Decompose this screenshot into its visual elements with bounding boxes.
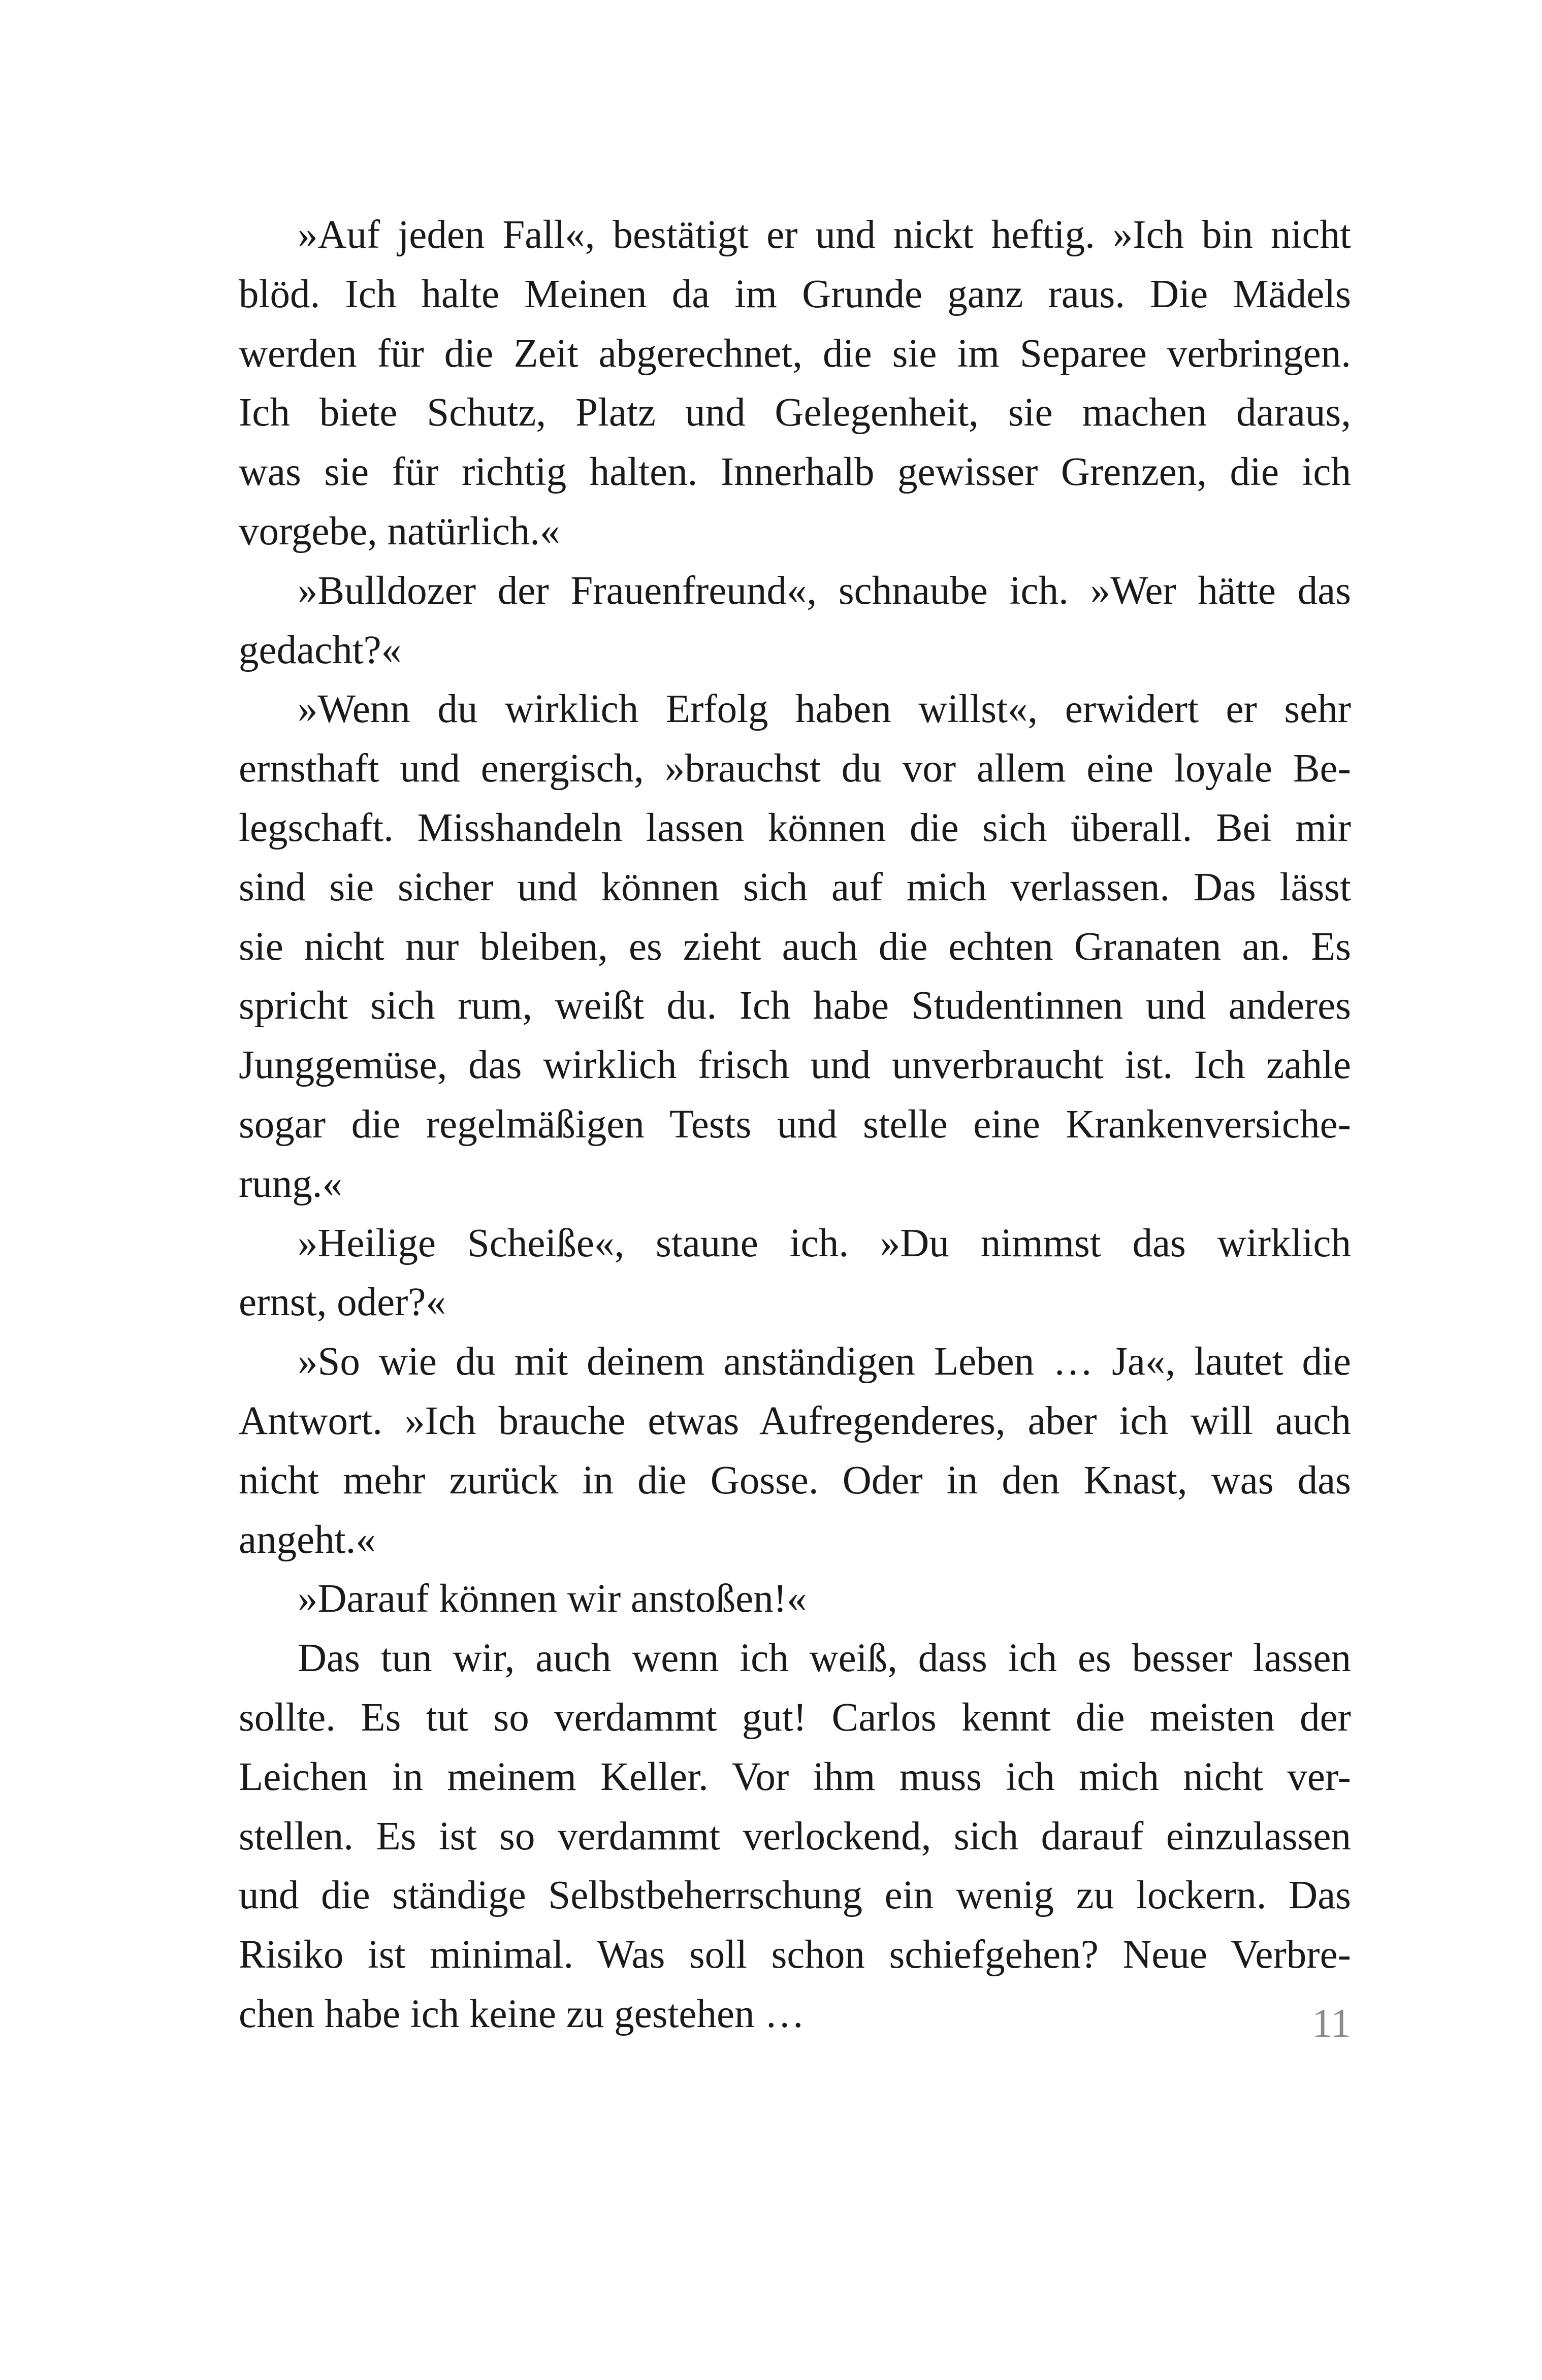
text-line: werden für die Zeit abgerechnet, die sie im Separee verbringen. [239,331,1351,376]
text-line: Das tun wir, auch wenn ich weiß, dass ich es besser lassen [298,1636,1351,1681]
text-line: was sie für richtig halten. Innerhalb gewisser Grenzen, die ich [239,450,1351,495]
text-line: nicht mehr zurück in die Gosse. Oder in den Knast, was das [239,1458,1351,1503]
text-line: chen habe ich keine zu gestehen … [239,1992,805,2036]
text-line: ernst, oder?« [239,1280,446,1325]
text-line: »Darauf können wir anstoßen!« [298,1577,807,1621]
text-line: rung.« [239,1161,343,1206]
text-line: Risiko ist minimal. Was soll schon schiefgehen? Neue Verbre- [239,1933,1351,1977]
text-line: sind sie sicher und können sich auf mich verlassen. Das lässt [239,865,1351,909]
page-number: 11 [1311,2001,1351,2046]
text-line: »Heilige Scheiße«, staune ich. »Du nimmst das wirklich [298,1221,1351,1265]
text-line: stellen. Es ist so verdammt verlockend, sich darauf einzulassen [239,1814,1351,1859]
text-line: »So wie du mit deinem anständigen Leben … Ja«, lautet die [298,1340,1351,1384]
text-line: gedacht?« [239,628,402,672]
text-line: spricht sich rum, weißt du. Ich habe Studentinnen und anderes [239,984,1351,1028]
text-line: sie nicht nur bleiben, es zieht auch die echten Granaten an. Es [239,924,1351,969]
text-line: vorgebe, natürlich.« [239,509,560,553]
text-line: und die ständige Selbstbeherrschung ein wenig zu lockern. Das [239,1873,1351,1918]
body-text [239,206,1351,2044]
text-line: Ich biete Schutz, Platz und Gelegenheit, sie machen daraus, [239,390,1351,435]
text-line: ernsthaft und energisch, »brauchst du vor allem eine loyale Be- [239,746,1351,791]
text-line: sogar die regelmäßigen Tests und stelle eine Krankenversiche- [239,1102,1351,1147]
text-line: sollte. Es tut so verdammt gut! Carlos kennt die meisten der [239,1695,1351,1740]
text-line: »Wenn du wirklich Erfolg haben willst«, erwidert er sehr [298,687,1351,732]
text-line: Antwort. »Ich brauche etwas Aufregenderes, aber ich will auch [239,1398,1351,1443]
text-line: angeht.« [239,1517,376,1562]
text-line: »Auf jeden Fall«, bestätigt er und nickt heftig. »Ich bin nicht [298,213,1351,257]
text-line: blöd. Ich halte Meinen da im Grunde ganz raus. Die Mädels [239,272,1351,316]
text-line: Junggemüse, das wirklich frisch und unverbraucht ist. Ich zahle [239,1043,1351,1088]
text-line: Leichen in meinem Keller. Vor ihm muss ich mich nicht ver- [239,1754,1351,1799]
text-line: »Bulldozer der Frauenfreund«, schnaube ich. »Wer hätte das [298,568,1351,613]
text-line: legschaft. Misshandeln lassen können die sich überall. Bei mir [239,805,1351,850]
